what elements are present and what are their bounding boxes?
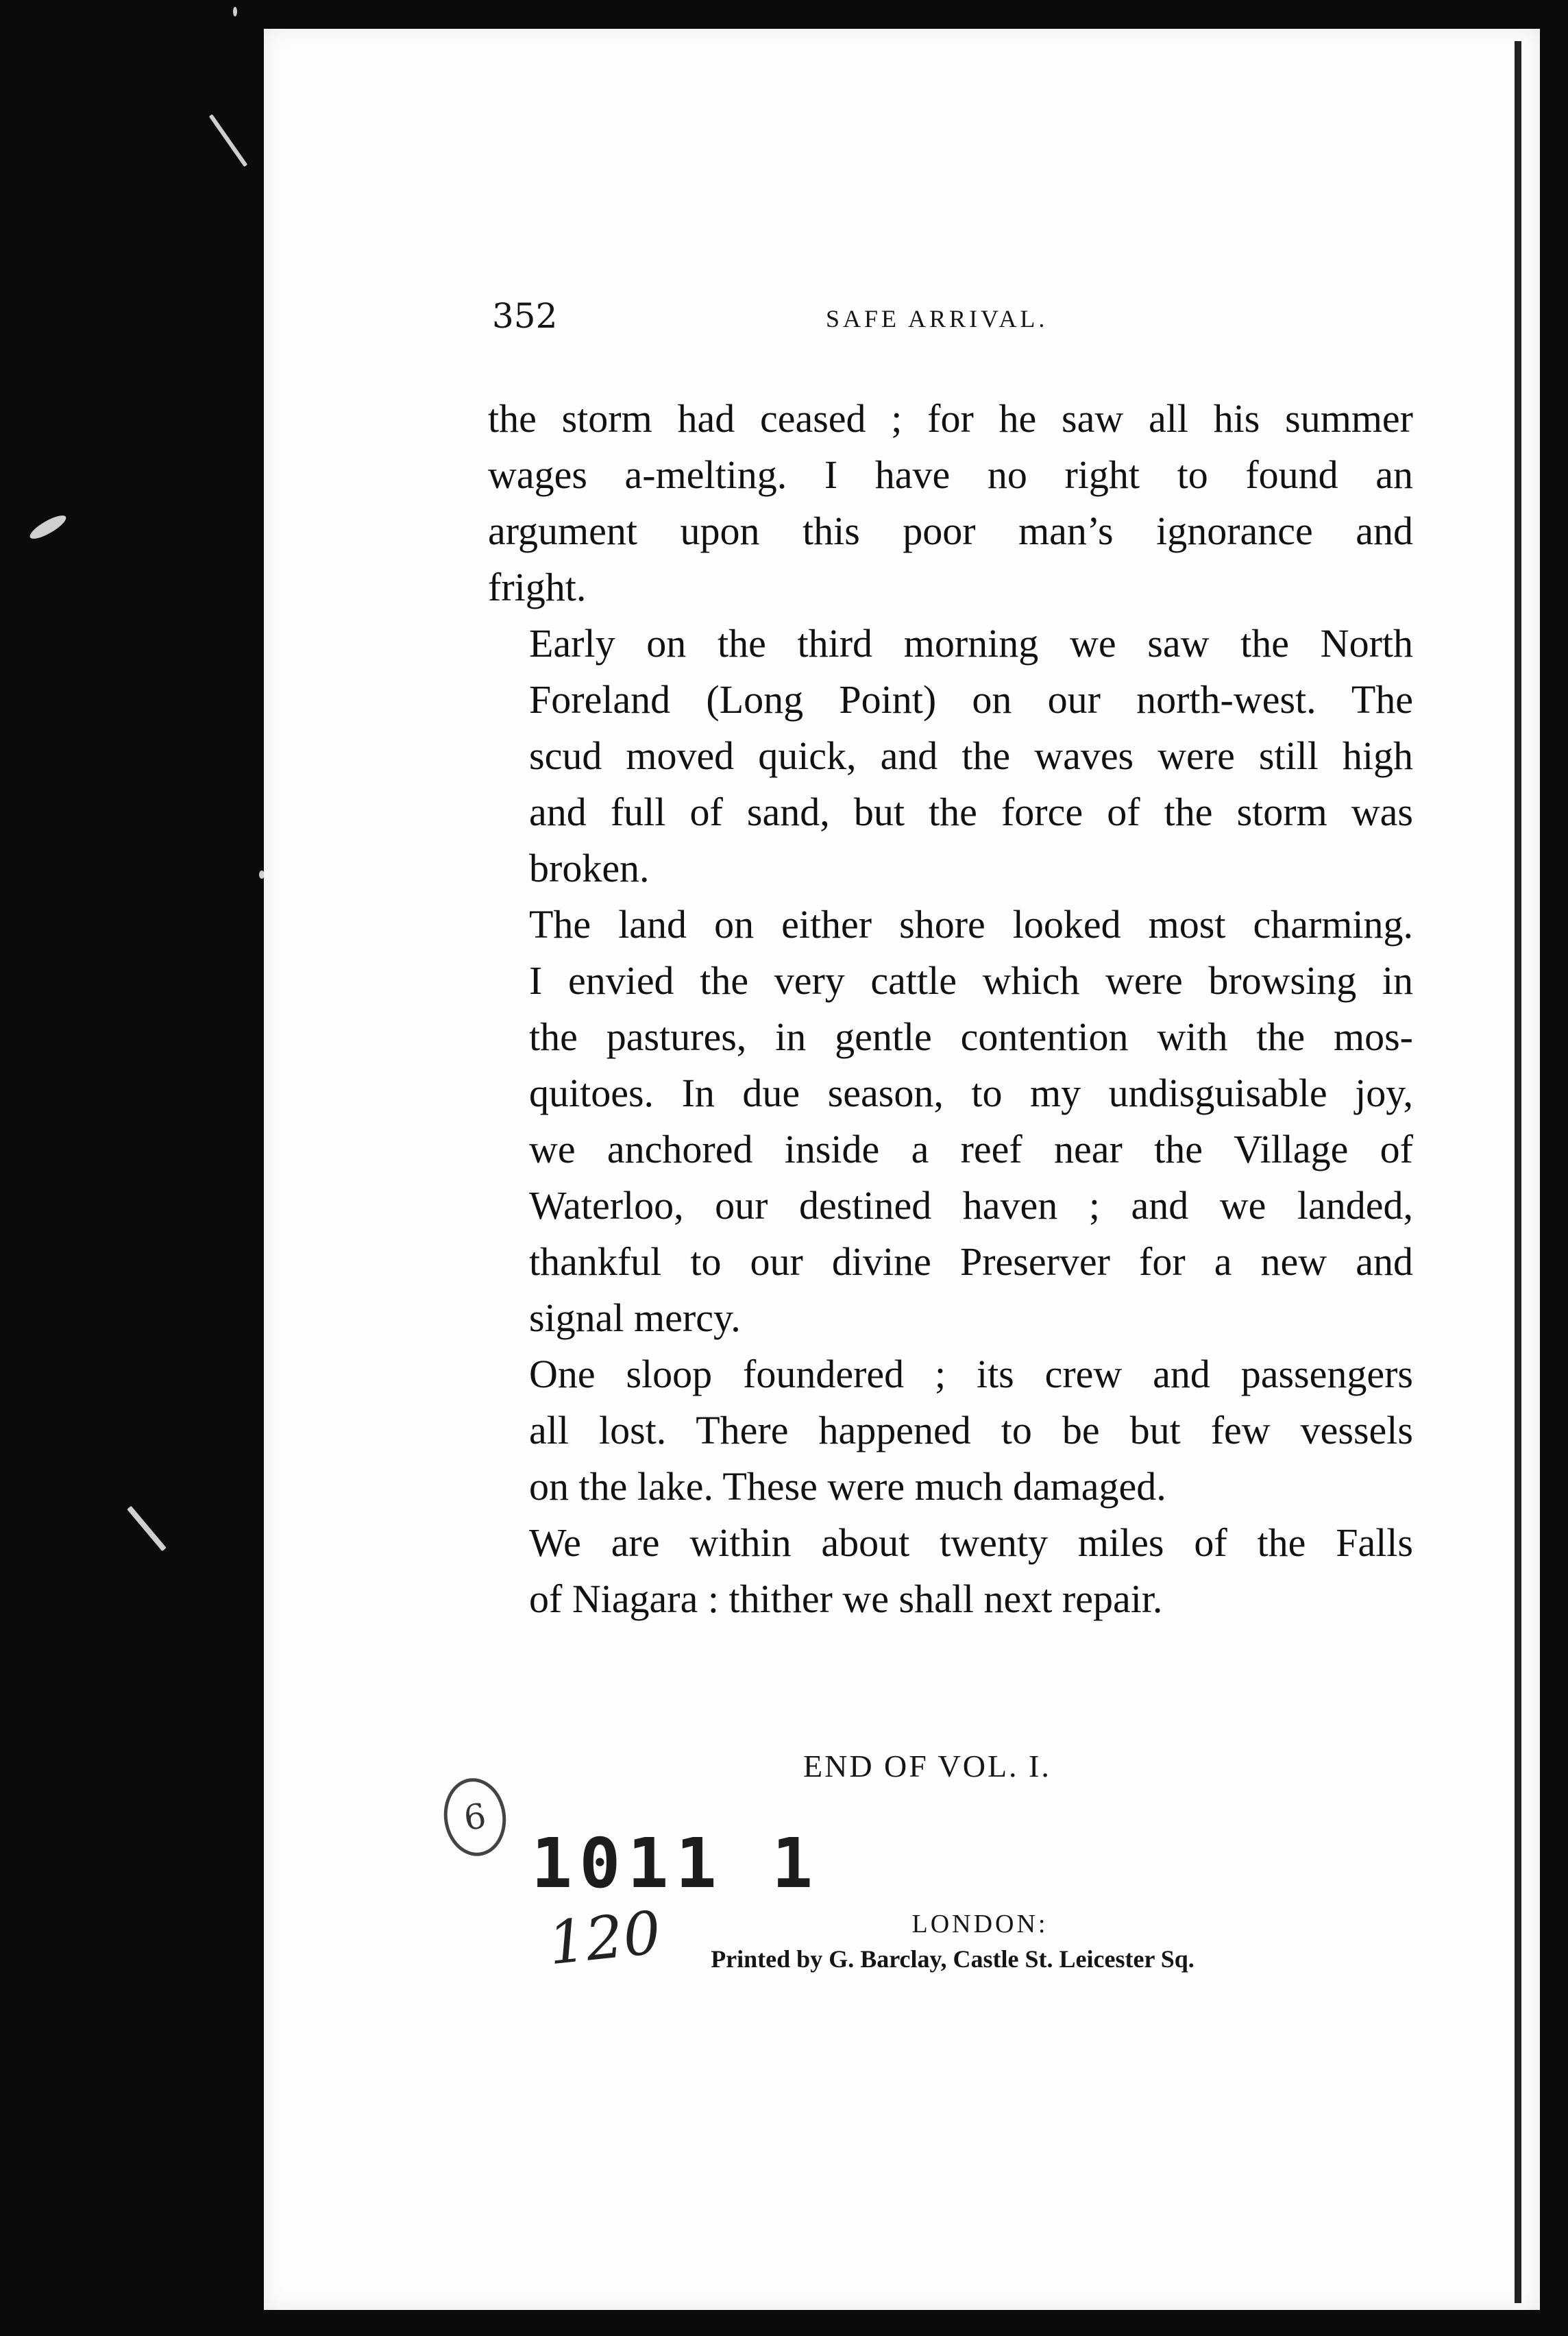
text-line: argument upon this poor man’s ignorance and [488,509,1413,553]
handwritten-shelf-number: 120 [545,1898,664,1979]
running-head [492,296,1410,351]
dust-speck [209,114,248,167]
body-text [488,391,1413,1627]
paragraph [488,391,1413,616]
imprint-city: LONDON: [911,1910,1049,1938]
page-edge [1515,41,1521,2303]
text-line: and full of sand, but the force of the storm was [529,790,1413,834]
text-line: on the lake. These were much damaged. [529,1464,1166,1509]
library-stamp-number: 1011 1 [531,1823,820,1903]
text-line: fright. [488,565,587,609]
text-line: Foreland (Long Point) on our north-west. The [529,677,1413,722]
text-line: The land on either shore looked most charming. [529,902,1413,947]
page-number: 352 [492,296,558,336]
text-line: the storm had ceased ; for he saw all his summer [488,396,1413,441]
text-line: scud moved quick, and the waves were still high [529,733,1413,778]
text-line: wages a-melting. I have no right to found an [488,452,1413,497]
printer-imprint [651,1909,1254,1973]
text-line: One sloop foundered ; its crew and passengers [529,1352,1413,1396]
paragraph [488,897,1413,1346]
text-line: thankful to our divine Preserver for a new and [529,1239,1413,1284]
text-line: we anchored inside a reef near the Village of [529,1127,1413,1171]
text-line: the pastures, in gentle contention with the mos- [529,1014,1413,1059]
dust-speck [233,7,237,16]
paragraph [488,1346,1413,1515]
text-line: signal mercy. [529,1295,741,1340]
text-line: all lost. There happened to be but few vessels [529,1408,1413,1452]
running-head-title: SAFE ARRIVAL. [826,305,1049,332]
circled-stamp-mark: 6 [439,1774,511,1860]
text-line: Early on the third morning we saw the North [529,621,1413,666]
end-of-volume-mark: END OF VOL. I. [803,1749,1051,1784]
text-line: I envied the very cattle which were browsing in [529,958,1413,1003]
paragraph [488,616,1413,897]
dust-speck [27,511,69,543]
text-line: quitoes. In due season, to my undisguisable joy, [529,1071,1413,1115]
text-line: broken. [529,846,650,890]
text-line: of Niagara : thither we shall next repair. [529,1577,1163,1621]
dust-speck [127,1506,167,1551]
text-line: Waterloo, our destined haven ; and we landed, [529,1183,1413,1228]
paragraph [488,1515,1413,1627]
text-line: We are within about twenty miles of the Falls [529,1520,1413,1565]
imprint-printer: Printed by G. Barclay, Castle St. Leicester Sq. [711,1945,1195,1973]
